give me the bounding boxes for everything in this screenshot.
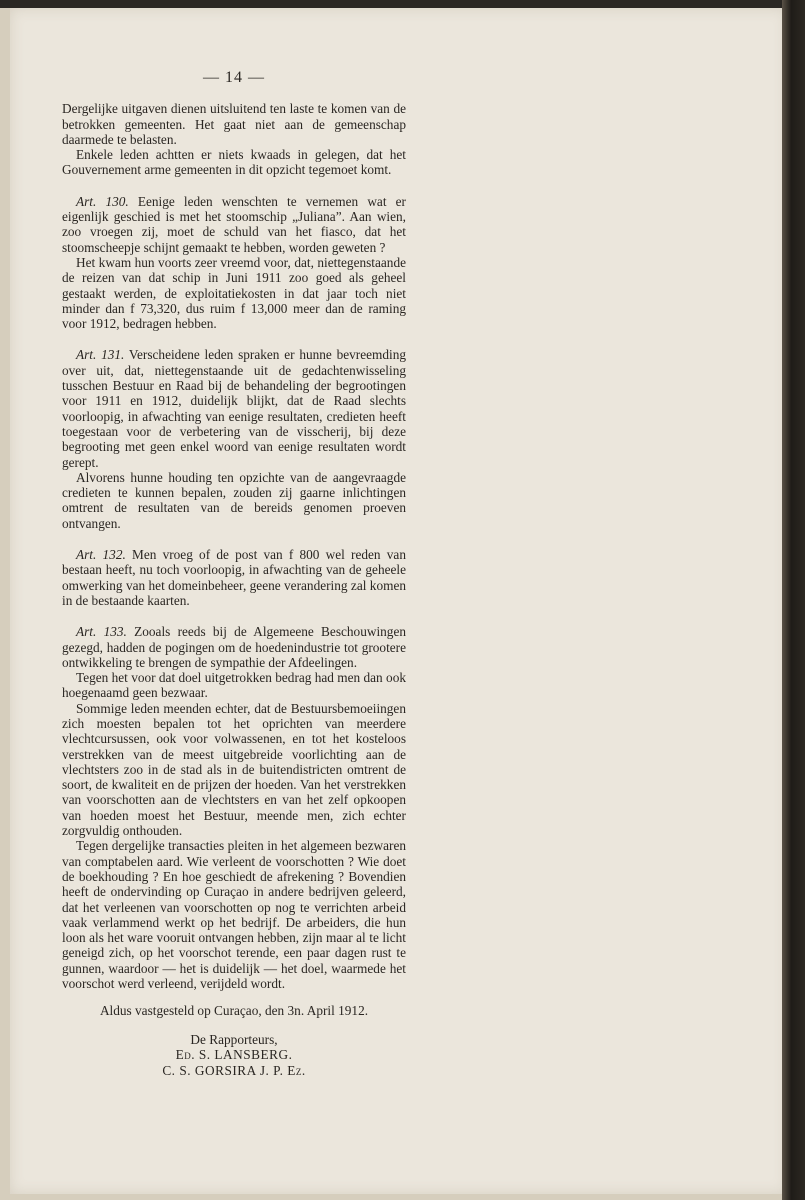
paragraph: Tegen het voor dat doel uitgetrokken bedrag had men dan ook hoegenaamd geen bezwaar. [62, 670, 406, 701]
article-133 [62, 624, 406, 670]
paragraph: Eenige leden wenschten te vernemen wat er eigenlijk geschied is met het stoomschip „Juliana”. Aan wien, zoo vroegen zij, moet de schuld van het fiasco, dat het stoomscheepje schijnt gemaakt te hebben, worden geweten ? [62, 193, 406, 255]
paragraph: Enkele leden achtten er niets kwaads in gelegen, dat het Gouvernement arme gemeenten in dit opzicht tegemoet komt. [62, 147, 406, 178]
scan-top-edge [0, 0, 805, 8]
page-number: — 14 — [203, 69, 265, 86]
article-130 [62, 194, 406, 255]
signature-title: De Rapporteurs, [190, 1031, 278, 1047]
book-binding-edge [782, 0, 805, 1200]
article-label: Art. 133. [76, 624, 127, 640]
article-label: Art. 132. [76, 547, 126, 563]
paragraph: Verscheidene leden spraken er hunne bevreemding over uit, dat, niettegenstaande uit de gedachtenwisseling tusschen Bestuur en Raad bij de behandeling der begrootingen voor 1911 en 1912, duidelijk blijkt, dat de Raad slechts voorloopig, in afwachting van eenige resultaten, credieten heeft toegestaan voor de verbetering van de visscherij, bij deze begrooting met geen enkel woord van eenige resultaten wordt gerept. [62, 347, 406, 470]
paragraph: Tegen dergelijke transacties pleiten in het algemeen bezwaren van comptabelen aard. Wie verleent de voorschotten ? Wie doet de boekhouding ? En hoe geschiedt de afrekening ? Bovendien heeft de ondervinding op Curaçao in andere bedrijven geleerd, dat het verleenen van voorschotten op nog te verrichten arbeid vaak verlammend werkt op het bedrijf. De arbeiders, die hun loon als het ware vooruit ontvangen hebben, zijn maar al te licht geneigd zich, op het voorschot terende, een paar dagen rust te gunnen, waardoor — het is duidelijk — het doel, waarmede het voorschot werd verleend, verijdeld wordt. [62, 838, 406, 992]
document-text [62, 70, 406, 1078]
paragraph: Het kwam hun voorts zeer vreemd voor, dat, niettegenstaande de reizen van dat schip in Juni 1911 zoo goed als geheel gestaakt werden, de exploitatiekosten in dat jaar toch niet minder dan f 73,320, dus ruim f 13,000 meer dan de raming voor 1912, bedragen hebben. [62, 254, 406, 332]
signature-name: C. S. GORSIRA J. P. Ez. [162, 1062, 306, 1078]
signature-name: Ed. S. LANSBERG. [175, 1047, 293, 1063]
paragraph: Men vroeg of de post van f 800 wel reden van bestaan heeft, nu toch voorloopig, in afwachting van de geheele omwerking van het domeinbeheer, geene verandering zal komen in de bestaande kaarten. [62, 547, 406, 608]
article-131 [62, 347, 406, 469]
paragraph: Zooals reeds bij de Algemeene Beschouwingen gezegd, hadden de pogingen om de hoedenindustrie tot grootere ontwikkeling te brengen de sympathie der Afdeelingen. [62, 624, 406, 670]
article-label: Art. 131. [76, 347, 125, 363]
paragraph: Alvorens hunne houding ten opzichte van de aangevraagde credieten te kunnen bepalen, zouden zij gaarne inlichtingen omtrent de resultaten van de bereids genomen proeven ontvangen. [62, 469, 406, 531]
closing-statement: Aldus vastgesteld op Curaçao, den 3n. April 1912. [99, 1003, 369, 1019]
paragraph: Dergelijke uitgaven dienen uitsluitend ten laste te komen van de betrokken gemeenten. Het gaat niet aan de gemeenschap daarmede te belasten. [62, 101, 406, 147]
article-label: Art. 130. [76, 193, 129, 209]
article-132 [62, 547, 406, 608]
paragraph: Sommige leden meenden echter, dat de Bestuursbemoeiingen zich moesten bepalen tot het oprichten van meerdere vlechtcursussen, ook voor volwassenen, en tot het kosteloos verstrekken van de meest uitgebreide voorlichting aan de vlechtsters zoo in de stad als in de buitendistricten omtrent de soort, de kwaliteit en de prijzen der hoeden. Van het verstrekken van voorschotten aan de vlechtsters en van het zelf opkoopen van hoeden moest het Bestuur, meende men, zich echter zorgvuldig onthouden. [62, 700, 406, 839]
